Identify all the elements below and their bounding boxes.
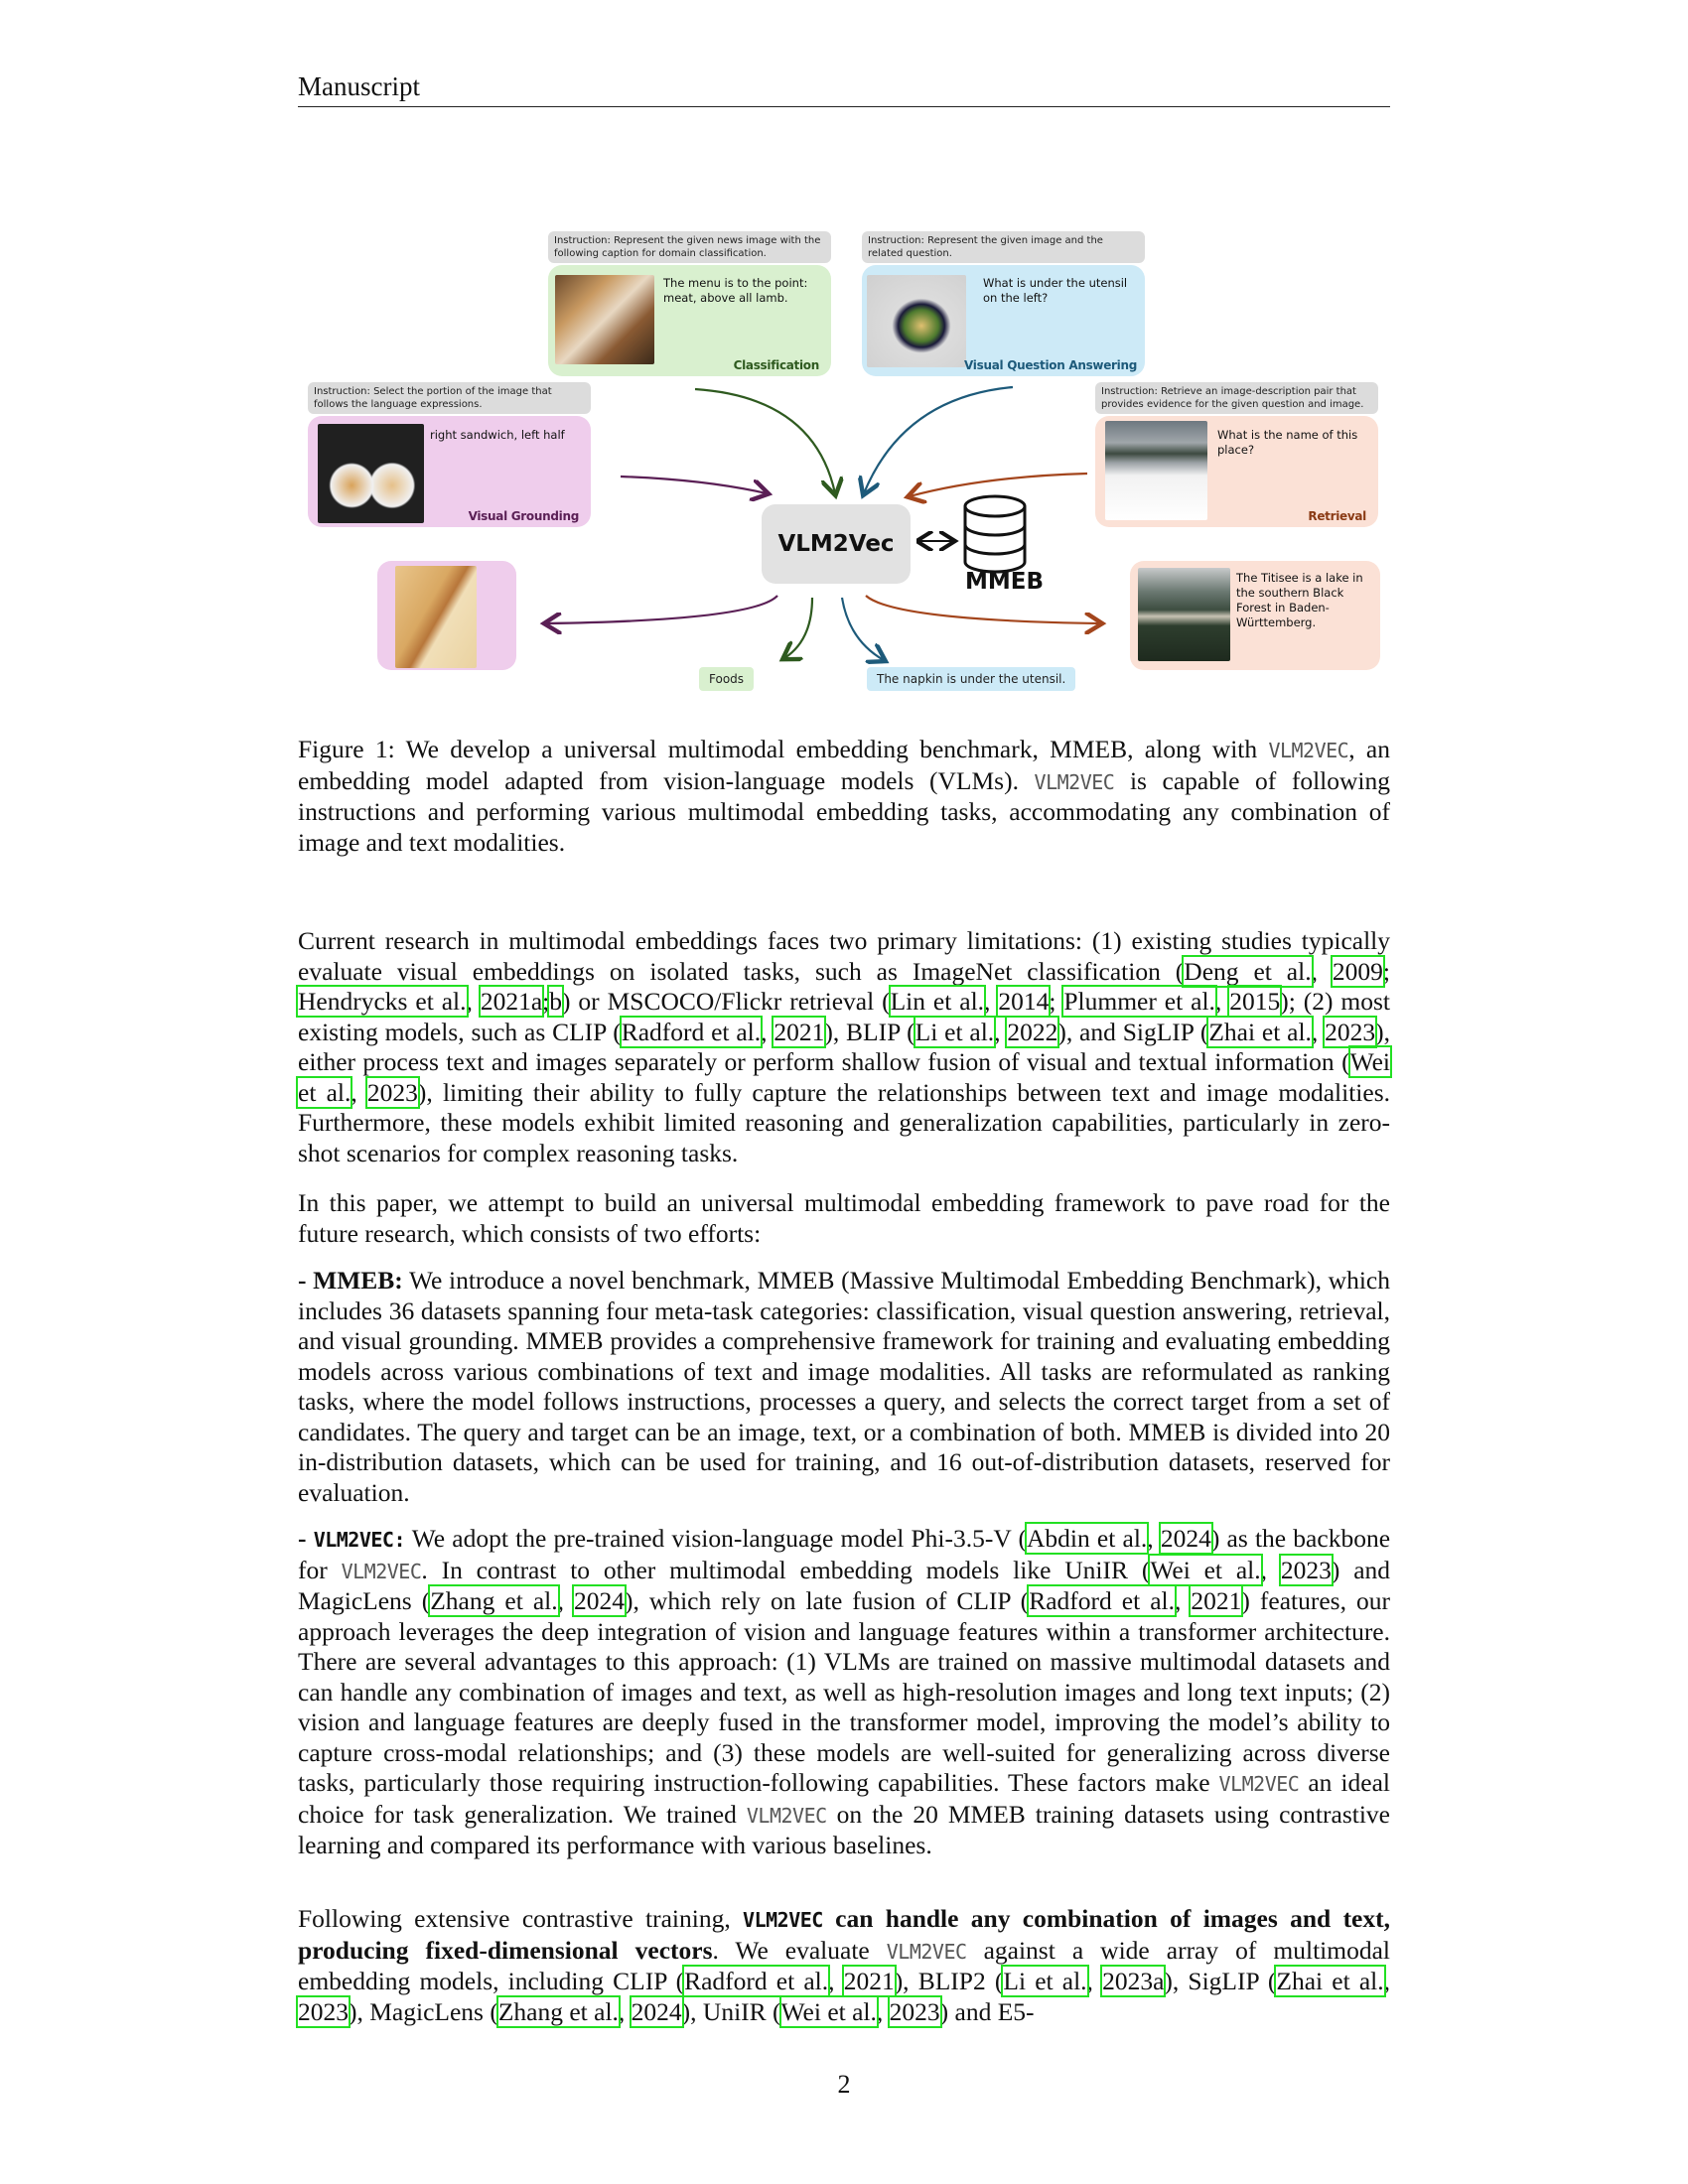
citation-link[interactable]: Wei et al. [1150, 1555, 1261, 1584]
citation-link[interactable]: 2024 [574, 1586, 626, 1615]
card-grounding [308, 416, 591, 527]
citation-link[interactable]: Radford et al. [684, 1967, 829, 1995]
citation-link[interactable]: 2023 [366, 1077, 418, 1107]
retrieval-query: What is the name of this place? [1217, 428, 1358, 457]
output-grounding-card [377, 561, 516, 670]
paragraph-vlm2vec: - VLM2VEC: We adopt the pre-trained vision-language model Phi-3.5-V (Abdin et al., 2024) as the backbone for VLM2VEC. In contrast to other multimodal embedding models like UniIR (Wei et al., 2023) and MagicLens (Zhang et al., 2024), which rely on late fusion of CLIP (Radford et al., 2021) features, our approach leverages the deep integration of vision and language features within a transformer architecture. There are several advantages to this approach: (1) VLMs are trained on massive multimodal datasets and can handle any combination of images and text, as well as high-resolution images and long text inputs; (2) vision and language features are deeply fused in the transformer model, improving the model’s ability to capture cross-modal relationships; and (3) these models are well-suited for generalizing across diverse tasks, particularly those requiring instruction-following capabilities. These factors make VLM2VEC an ideal choice for task generalization. We trained VLM2VEC on the 20 MMEB training datasets using contrastive learning and compared its performance with various baselines. [298, 1524, 1391, 1859]
citation-link[interactable]: Li et al. [914, 1017, 995, 1046]
food-platter-image [555, 275, 654, 364]
instruction-retrieval: Instruction: Retrieve an image-description pair that provides evidence for the given question and image. [1095, 382, 1378, 414]
arrow-grounding-out [546, 596, 777, 623]
citation-link[interactable]: Zhang et al. [497, 1996, 619, 2026]
database-icon [965, 496, 1025, 572]
model-name: VLM2VEC [746, 1803, 827, 1828]
card-classification [548, 265, 831, 376]
citation-link[interactable]: 2021 [1191, 1586, 1242, 1615]
model-name-bold: VLM2VEC [743, 1908, 823, 1932]
vqa-query: What is under the utensil on the left? [983, 276, 1128, 305]
arrow-retrieval-in [910, 474, 1087, 496]
snowy-lake-image [1105, 421, 1207, 520]
grounding-query: right sandwich, left half [430, 428, 565, 442]
card-retrieval [1095, 416, 1378, 527]
figure-caption: Figure 1: We develop a universal multimodal embedding benchmark, MMEB, along with VLM2VEC, an embedding model adapted from vision-language models (VLMs). VLM2VEC is capable of following instructions and performing various multimodal embedding tasks, accommodating any combination of image and text modalities. [298, 735, 1390, 857]
citation-link[interactable]: 2022 [1007, 1017, 1058, 1046]
paragraph-evaluation: Following extensive contrastive training, VLM2VEC can handle any combination of images and text, producing fixed-dimensional vectors. We evaluate VLM2VEC against a wide array of multimodal embedding models, including CLIP (Radford et al., 2021), BLIP2 (Li et al., 2023a), SigLIP (Zhai et al., 2023), MagicLens (Zhang et al., 2024), UniIR (Wei et al., 2023) and E5- [298, 1904, 1390, 2026]
paragraph-mmeb: - MMEB: We introduce a novel benchmark, MMEB (Massive Multimodal Embedding Benchmark), which includes 36 datasets spanning four meta-task categories: classification, visual question answering, retrieval, and visual grounding. MMEB provides a comprehensive framework for training and evaluating embedding models across various combinations of text and image modalities. All tasks are reformulated as ranking tasks, where the model follows instructions, processes a query, and selects the correct target from a set of candidates. The query and target can be an image, text, or a combination of both. MMEB is divided into 20 in-distribution datasets, which can be used for training, and 16 out-of-distribution datasets, reserved for evaluation. [298, 1266, 1390, 1507]
citation-link[interactable]: 2014 [998, 987, 1050, 1016]
model-name: VLM2VEC [341, 1559, 422, 1583]
caption-label: Figure 1: [298, 735, 395, 763]
page-number: 2 [837, 2070, 851, 2099]
mmeb-heading: - MMEB: [298, 1266, 403, 1295]
titisee-lake-image [1138, 568, 1230, 661]
instruction-vqa: Instruction: Represent the given image and the related question. [862, 231, 1145, 263]
citation-link[interactable]: Wei et al. [780, 1996, 877, 2026]
instruction-classification: Instruction: Represent the given news image with the following caption for domain classification. [548, 231, 831, 263]
arrow-vqa-out [842, 598, 884, 660]
model-name: VLM2VEC [886, 1939, 967, 1964]
model-name: VLM2VEC [1034, 769, 1115, 794]
mmeb-label: MMEB [965, 569, 1045, 595]
citation-link[interactable]: 2021 [843, 1967, 895, 1995]
arrow-classification-out [784, 598, 812, 658]
citation-link[interactable]: 2024 [1160, 1524, 1211, 1553]
citation-link[interactable]: Zhang et al. [430, 1586, 558, 1615]
model-name: VLM2VEC [1218, 1772, 1300, 1796]
citation-link[interactable]: 2015 [1229, 987, 1281, 1016]
citation-link[interactable]: Radford et al. [621, 1017, 762, 1046]
retrieval-tag: Retrieval [1308, 509, 1366, 523]
citation-link[interactable]: Li et al. [1003, 1967, 1087, 1995]
citation-link[interactable]: Abdin et al. [1026, 1524, 1148, 1553]
classification-tag: Classification [733, 358, 819, 372]
sandwich-crop-image [395, 566, 477, 668]
citation-link[interactable]: 2023a [1102, 1967, 1165, 1995]
citation-link[interactable]: Wei et al. [298, 1047, 1390, 1107]
citation-link[interactable]: Plummer et al. [1063, 987, 1215, 1016]
citation-link[interactable]: 2009 [1332, 956, 1383, 986]
running-header: Manuscript [298, 71, 1390, 107]
output-vqa-label: The napkin is under the utensil. [867, 667, 1075, 691]
citation-link[interactable]: b [549, 987, 562, 1016]
grounding-tag: Visual Grounding [468, 509, 579, 523]
citation-link[interactable]: Deng et al. [1184, 956, 1312, 986]
sandwich-tray-image [318, 424, 424, 523]
citation-link[interactable]: Zhai et al. [1276, 1967, 1384, 1995]
model-name: VLM2VEC [1268, 739, 1349, 762]
retrieval-output-text: The Titisee is a lake in the southern Black Forest in Baden-Württemberg. [1236, 571, 1363, 629]
citation-link[interactable]: Lin et al. [890, 987, 985, 1016]
arrow-retrieval-out [866, 596, 1100, 623]
vlm2vec-heading: VLM2VEC: [313, 1528, 406, 1552]
card-vqa [862, 265, 1145, 376]
citation-link[interactable]: 2023 [1280, 1555, 1332, 1584]
arrow-grounding-in [621, 477, 767, 493]
paragraph-limitations: Current research in multimodal embeddings faces two primary limitations: (1) existing studies typically evaluate visual embeddings on isolated tasks, such as ImageNet classification (Deng et al., 2009; Hendrycks et al., 2021a;b) or MSCOCO/Flickr retrieval (Lin et al., 2014; Plummer et al., 2015); (2) most existing models, such as CLIP (Radford et al., 2021), BLIP (Li et al., 2022), and SigLIP (Zhai et al., 2023), either process text and images separately or perform shallow fusion of visual and textual information (Wei et al., 2023), limiting their ability to fully capture the relationships between text and image modalities. Furthermore, these models exhibit limited reasoning and generalization capabilities, particularly in zero-shot scenarios for complex reasoning tasks. [298, 926, 1391, 1167]
citation-link[interactable]: Radford et al. [1029, 1586, 1175, 1615]
vlm2vec-model-box: VLM2Vec [762, 504, 911, 584]
citation-link[interactable]: 2023 [889, 1996, 940, 2026]
citation-link[interactable]: 2023 [1325, 1017, 1376, 1046]
citation-link[interactable]: 2023 [298, 1996, 349, 2026]
arrow-classification-in [695, 389, 835, 493]
citation-link[interactable]: 2024 [631, 1996, 682, 2026]
meal-plate-image [867, 275, 966, 367]
instruction-grounding: Instruction: Select the portion of the image that follows the language expressions. [308, 382, 591, 414]
vqa-tag: Visual Question Answering [964, 358, 1137, 372]
paragraph-intro-efforts: In this paper, we attempt to build an universal multimodal embedding framework to pave road for the future research, which consists of two efforts: [298, 1188, 1390, 1248]
citation-link[interactable]: Hendrycks et al. [298, 987, 467, 1016]
output-classification-label: Foods [699, 667, 754, 691]
output-retrieval-card [1130, 561, 1380, 670]
figure-1 [298, 223, 1390, 710]
arrow-vqa-in [864, 387, 1013, 493]
citation-link[interactable]: Zhai et al. [1208, 1017, 1312, 1046]
classification-query: The menu is to the point: meat, above all lamb. [663, 276, 808, 305]
citation-link[interactable]: 2021a [480, 987, 543, 1016]
citation-link[interactable]: 2021 [774, 1017, 825, 1046]
